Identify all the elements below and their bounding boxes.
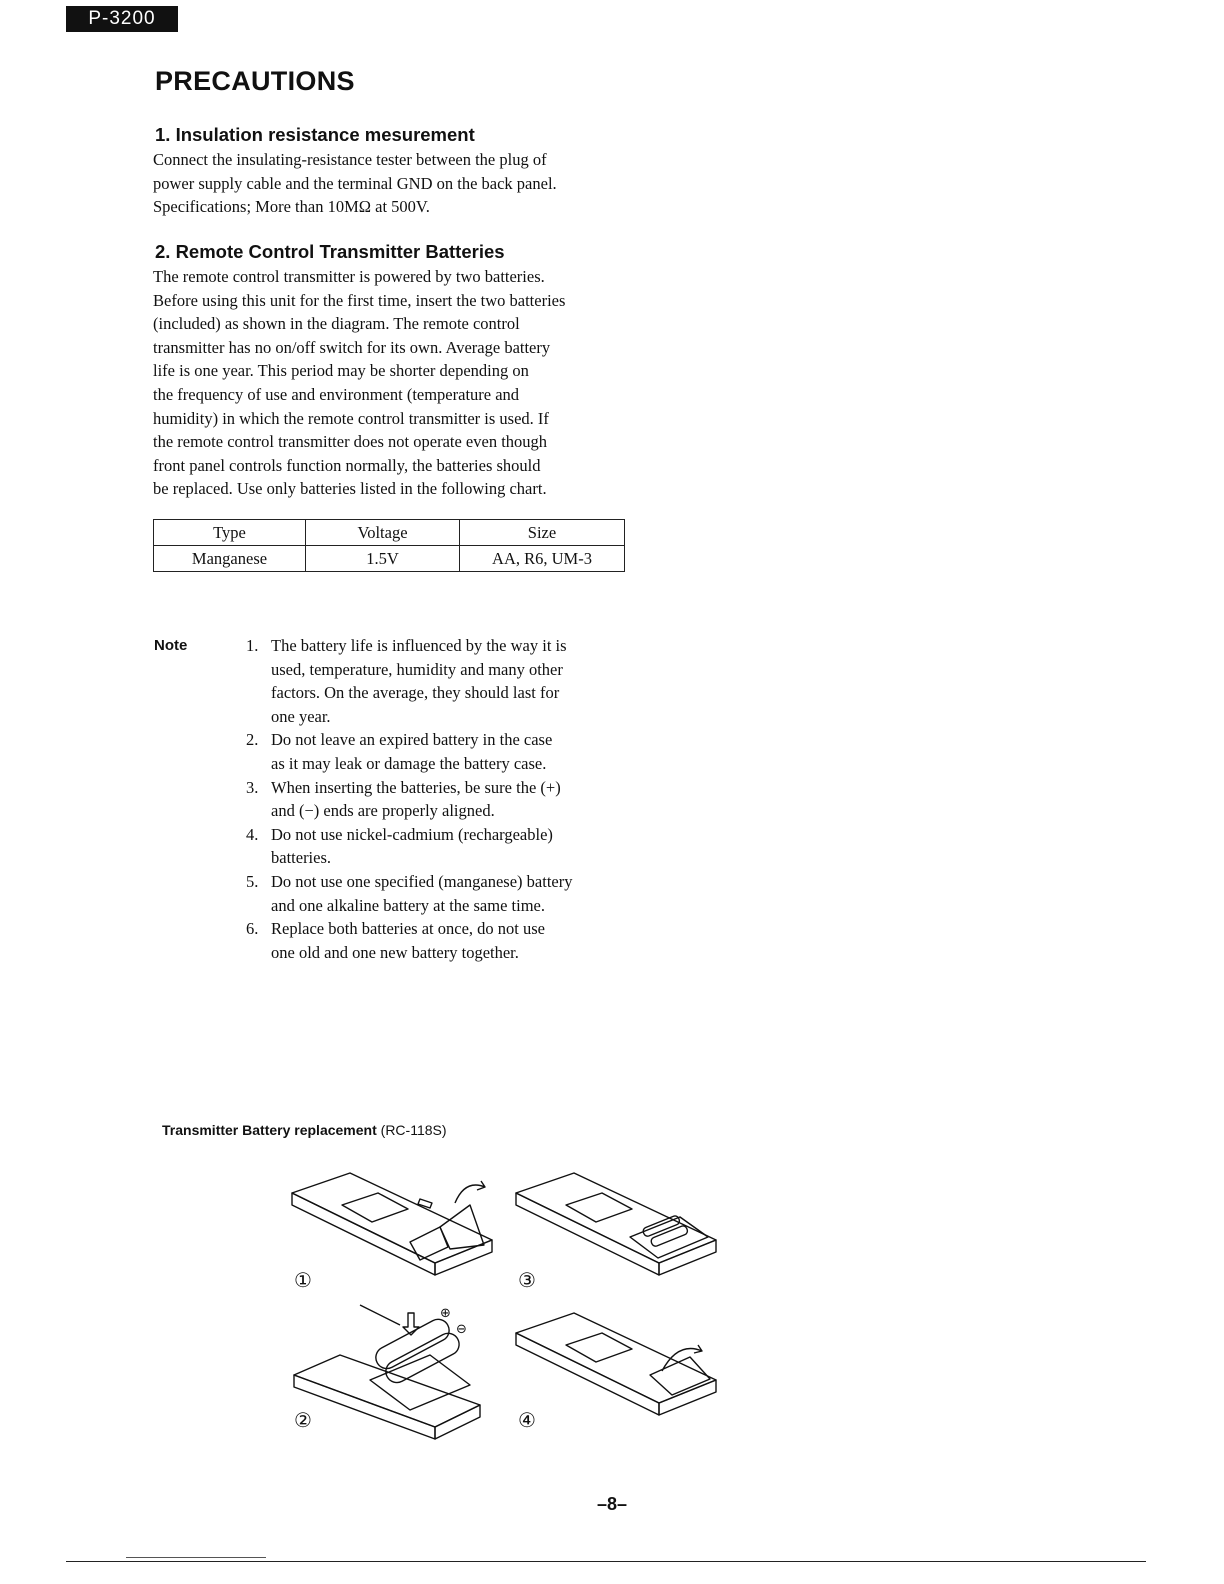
text-line: Before using this unit for the first time, insert the two batteries [153, 290, 566, 310]
text-line: The battery life is influenced by the way it is [271, 636, 567, 655]
step-label: ① [294, 1268, 312, 1292]
footer-divider [66, 1561, 1146, 1562]
text-line: as it may leak or damage the battery case. [271, 753, 547, 773]
note-list [246, 634, 572, 964]
section-1-heading: 1. Insulation resistance mesurement [155, 124, 475, 145]
figure-caption-text: Transmitter Battery replacement [162, 1122, 377, 1138]
text-line: transmitter has no on/off switch for its own. Average battery [153, 337, 551, 357]
list-item-number: 4. [246, 824, 259, 844]
text-line: Do not leave an expired battery in the case [271, 730, 553, 750]
text-line: (included) as shown in the diagram. The remote control [153, 314, 520, 334]
text-line: The remote control transmitter is powered by two batteries. [153, 267, 545, 286]
text-line: Replace both batteries at once, do not use [271, 919, 545, 939]
step-3-remote-icon [516, 1173, 716, 1275]
page-title: PRECAUTIONS [155, 66, 355, 96]
page-number: –8– [596, 1494, 628, 1514]
text-line: Connect the insulating-resistance tester between the plug of [153, 150, 547, 169]
text-line: used, temperature, humidity and many other [271, 659, 563, 679]
text-line: Do not use nickel-cadmium (rechargeable) [271, 824, 553, 844]
step-label: ② [294, 1408, 312, 1432]
text-line: Do not use one specified (manganese) battery [271, 871, 573, 891]
plus-icon: ⊕ [440, 1306, 451, 1321]
table-header-cell: Size [460, 520, 625, 546]
list-item-number: 2. [246, 730, 259, 750]
figure-caption-model: (RC-118S) [380, 1122, 447, 1138]
list-item [246, 728, 572, 775]
table-cell: Manganese [154, 546, 306, 572]
list-item-number: 6. [246, 919, 259, 939]
section-2-body [153, 265, 565, 501]
list-item [246, 870, 572, 917]
text-line: batteries. [271, 848, 332, 868]
step-2-remote-icon [294, 1305, 480, 1439]
table-cell: AA, R6, UM-3 [460, 546, 625, 572]
note-label: Note [154, 637, 188, 654]
section-2-heading: 2. Remote Control Transmitter Batteries [155, 241, 505, 262]
table-header-cell: Type [154, 520, 306, 546]
text-line: humidity) in which the remote control transmitter is used. If [153, 408, 549, 428]
text-line: and one alkaline battery at the same time. [271, 895, 545, 915]
model-tag: P-3200 [66, 6, 178, 32]
battery-table [153, 519, 625, 572]
step-label: ③ [518, 1268, 536, 1292]
table-row [154, 546, 625, 572]
table-header-cell: Voltage [306, 520, 460, 546]
text-line: life is one year. This period may be shorter depending on [153, 361, 529, 381]
list-item-number: 5. [246, 871, 259, 891]
section-1-body [153, 148, 557, 219]
list-item [246, 823, 572, 870]
text-line: front panel controls function normally, the batteries should [153, 455, 541, 475]
text-line: Specifications; More than 10MΩ at 500V. [153, 197, 430, 217]
text-line: one year. [271, 706, 331, 726]
text-line: the frequency of use and environment (temperature and [153, 384, 520, 404]
figure-caption [162, 1122, 447, 1138]
list-item [246, 917, 572, 964]
table-header-row [154, 520, 625, 546]
text-line: factors. On the average, they should last for [271, 683, 560, 703]
text-line: the remote control transmitter does not operate even though [153, 432, 548, 452]
battery-replacement-illustration [280, 1165, 740, 1445]
minus-icon: ⊖ [456, 1322, 467, 1337]
list-item [246, 776, 572, 823]
footer-divider-short [126, 1557, 266, 1558]
list-item-number: 3. [246, 777, 259, 797]
list-item [246, 634, 572, 728]
text-line: be replaced. Use only batteries listed in the following chart. [153, 479, 547, 499]
text-line: and (−) ends are properly aligned. [271, 801, 495, 821]
text-line: power supply cable and the terminal GND on the back panel. [153, 173, 557, 193]
text-line: When inserting the batteries, be sure the (+) [271, 777, 561, 797]
list-item-number: 1. [246, 636, 259, 655]
text-line: one old and one new battery together. [271, 942, 519, 962]
step-1-remote-icon [292, 1173, 492, 1275]
step-4-remote-icon [516, 1313, 716, 1415]
table-cell: 1.5V [306, 546, 460, 572]
step-label: ④ [518, 1408, 536, 1432]
